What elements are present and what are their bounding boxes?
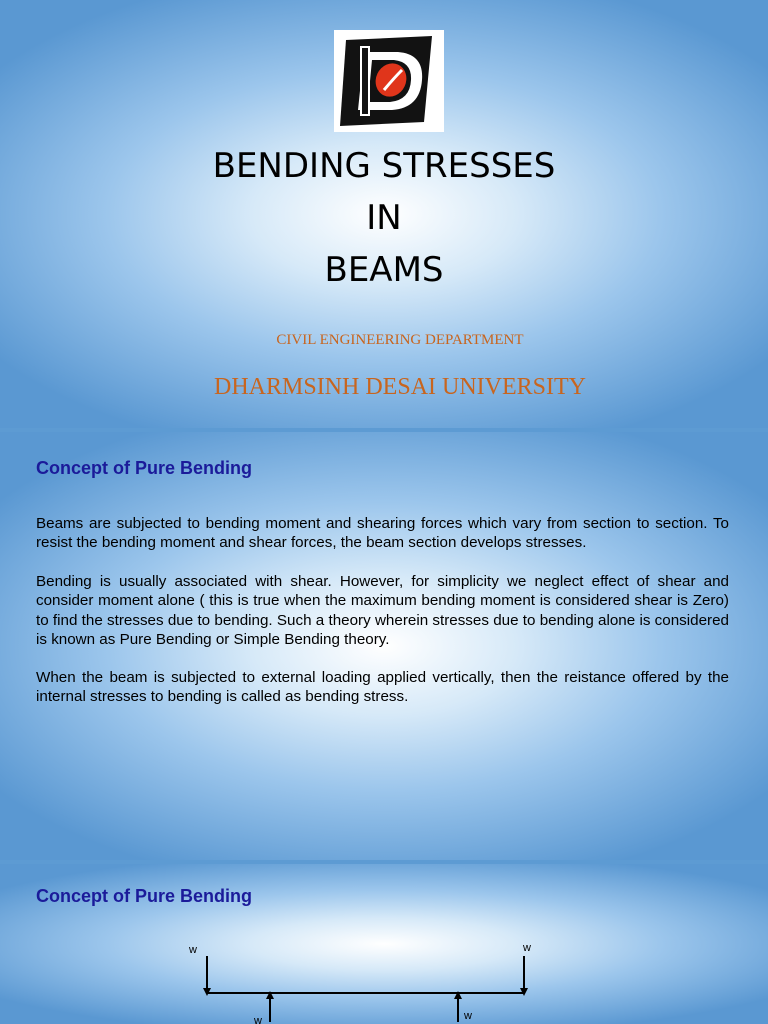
department-name: CIVIL ENGINEERING DEPARTMENT xyxy=(276,332,524,348)
load-label-right-top: w xyxy=(523,942,531,954)
title-line-2: IN xyxy=(366,198,402,238)
pure-bending-diagram xyxy=(0,864,768,1024)
paragraph-1: Beams are subjected to bending moment and shearing forces which vary from section to section. To resist the bending moment and shear forces, the beam section develops stresses. xyxy=(36,515,729,552)
title-line-3: BEAMS xyxy=(324,250,444,290)
university-name: DHARMSINH DESAI UNIVERSITY xyxy=(214,374,586,400)
load-label-left-top: w xyxy=(189,944,197,956)
load-label-right-bottom: w xyxy=(464,1010,472,1022)
title-slide xyxy=(0,0,768,428)
diagram-slide xyxy=(0,864,768,1024)
slide-heading: Concept of Pure Bending xyxy=(36,458,252,478)
university-logo xyxy=(334,30,444,132)
paragraph-3: When the beam is subjected to external loading applied vertically, then the reistance offered by the internal stresses to bending is called as bending stress. xyxy=(36,669,729,706)
load-label-left-bottom: w xyxy=(254,1015,262,1024)
slide-heading: Concept of Pure Bending xyxy=(36,886,252,906)
logo-d-icon xyxy=(334,30,444,132)
paragraph-2: Bending is usually associated with shear. However, for simplicity we neglect effect of shear and consider moment alone ( this is true when the maximum bending moment is considered shear is Zero) to find the stresses due to bending. Such a theory wherein stresses due to bending alone is considered is known as Pure Bending or Simple Bending theory. xyxy=(36,573,729,648)
title-line-1: BENDING STRESSES xyxy=(212,146,556,186)
concept-slide xyxy=(0,432,768,860)
